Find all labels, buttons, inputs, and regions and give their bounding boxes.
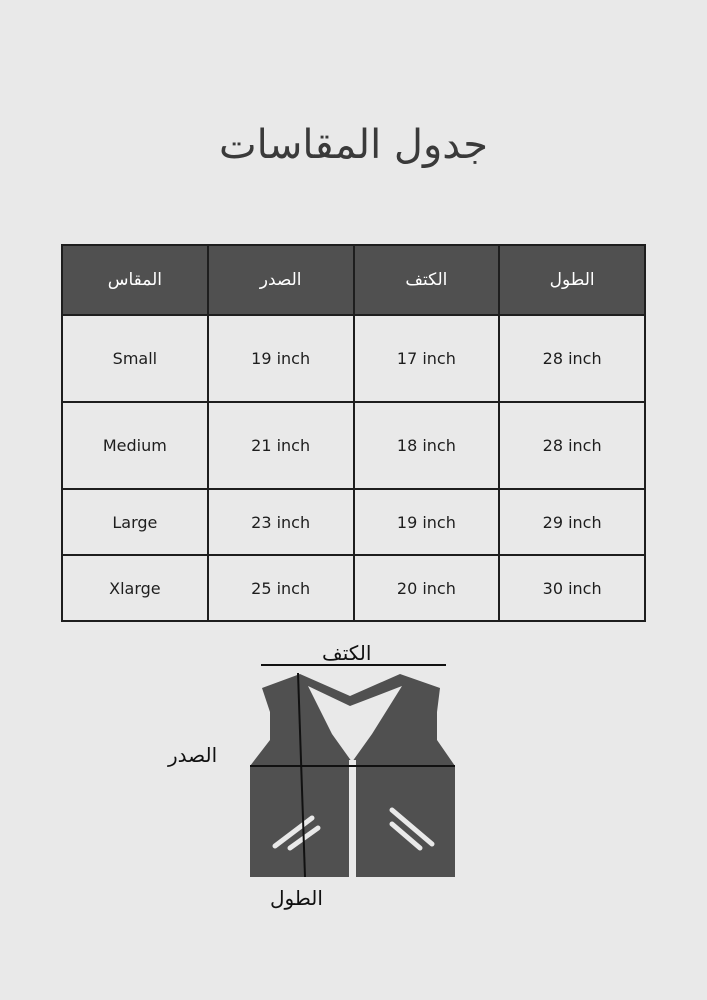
cell-length: 28 inch [499, 315, 645, 402]
cell-length: 28 inch [499, 402, 645, 489]
cell-chest: 23 inch [208, 489, 354, 555]
header-size: المقاس [62, 245, 208, 315]
shoulder-label: الكتف [322, 641, 372, 665]
cell-length: 29 inch [499, 489, 645, 555]
length-label: الطول [270, 886, 323, 910]
cell-shoulder: 17 inch [354, 315, 500, 402]
table-row [62, 555, 645, 621]
cell-size: Medium [62, 402, 208, 489]
cell-shoulder: 19 inch [354, 489, 500, 555]
length-measure-line [298, 673, 305, 877]
cell-chest: 19 inch [208, 315, 354, 402]
cell-shoulder: 20 inch [354, 555, 500, 621]
header-chest: الصدر [208, 245, 354, 315]
cell-size: Large [62, 489, 208, 555]
vest-neck-cutout [308, 686, 402, 762]
cell-size: Small [62, 315, 208, 402]
chest-label: الصدر [168, 743, 218, 767]
vest-icon [250, 674, 455, 877]
header-length: الطول [499, 245, 645, 315]
cell-chest: 25 inch [208, 555, 354, 621]
cell-chest: 21 inch [208, 402, 354, 489]
cell-shoulder: 18 inch [354, 402, 500, 489]
table-header-row [62, 245, 645, 315]
pocket-left-icon [290, 828, 318, 848]
header-shoulder: الكتف [354, 245, 500, 315]
page-title: جدول المقاسات [218, 122, 489, 168]
vest-zipper-gap [349, 760, 356, 878]
cell-length: 30 inch [499, 555, 645, 621]
pocket-left-icon [275, 818, 312, 846]
table-row [62, 402, 645, 489]
size-table [61, 244, 646, 622]
table-row [62, 315, 645, 402]
pocket-right-icon [392, 824, 420, 848]
pocket-right-icon [392, 810, 432, 844]
table-row [62, 489, 645, 555]
cell-size: Xlarge [62, 555, 208, 621]
